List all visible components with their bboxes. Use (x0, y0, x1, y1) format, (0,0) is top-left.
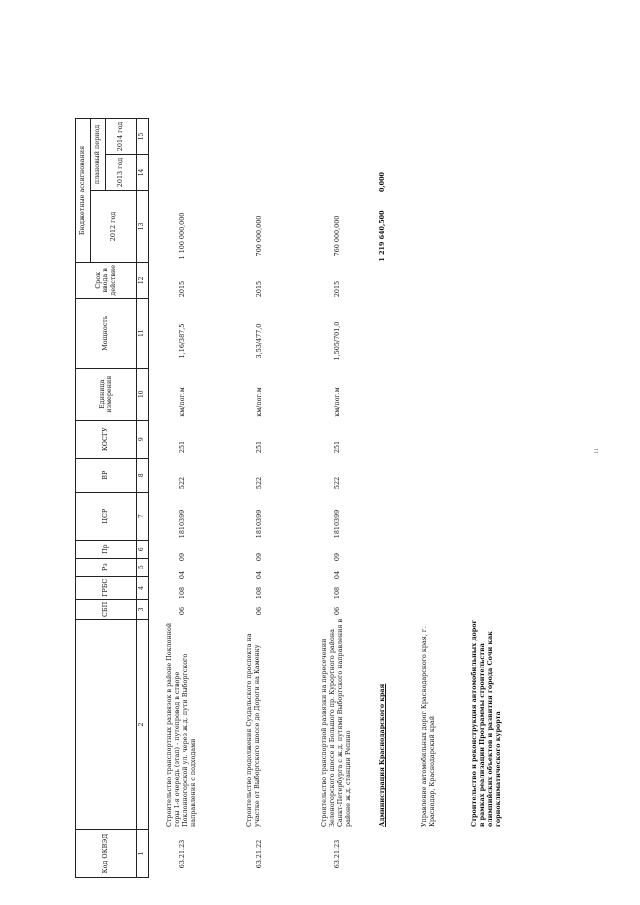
section-label: Администрация Краснодарского края (378, 683, 386, 827)
header-unit: Единица измерения (76, 368, 137, 420)
row-okved: 63.21.23 (178, 839, 186, 869)
colnum: 1 (137, 830, 149, 878)
colnum: 2 (137, 620, 149, 830)
colnum: 3 (137, 599, 149, 619)
page-number: 11 (594, 447, 600, 454)
row-csr: 1810399 (255, 509, 263, 539)
row-pr: 09 (333, 552, 341, 562)
header-vr: ВР (76, 458, 137, 492)
row-term: 2015 (178, 280, 186, 298)
header-csr: ЦСР (76, 492, 137, 540)
row-unit: км/пог.м (333, 387, 341, 417)
row-grbs: 108 (178, 586, 186, 600)
colnum: 8 (137, 458, 149, 492)
colnum: 5 (137, 558, 149, 576)
row-text: Строительство транспортных развязок в районе Поклонной горы 1-я очередь (этап) - путепровод в створе Поклонногорской ул. через ж.д. пути Выборгского направления с подходами (165, 622, 197, 827)
section-2013: 0,000 (378, 172, 386, 193)
header-power: Мощность (76, 298, 137, 368)
row-pr: 09 (178, 552, 186, 562)
row-sbp: 06 (255, 606, 263, 616)
header-kosgu: КОСГУ (76, 420, 137, 458)
row-grbs: 108 (255, 586, 263, 600)
row-rz: 04 (255, 570, 263, 580)
row-grbs: 108 (333, 586, 341, 600)
colnum: 9 (137, 420, 149, 458)
header-pr: Пр (76, 540, 137, 558)
header-okved: Код ОКВЭД (76, 830, 137, 878)
row-sbp: 06 (333, 606, 341, 616)
row-unit: км/пог.м (255, 387, 263, 417)
row-sbp: 06 (178, 606, 186, 616)
row-vr: 522 (178, 476, 186, 490)
colnum: 6 (137, 540, 149, 558)
header-2014: 2014 год (106, 118, 137, 154)
row-2012: 1 100 000,000 (178, 212, 186, 260)
row-kosgu: 251 (333, 440, 341, 454)
header-budget: Бюджетные ассигнования (76, 118, 91, 262)
header-rz: Рз (76, 558, 137, 576)
section-2012: 1 219 640,500 (378, 210, 386, 262)
program-label: Строительство и реконструкция автомобильных дорог в рамках реализации Программы строительства олимпийских объектов и развития города Сочи как горноклиматического курорта (470, 619, 502, 827)
colnum: 14 (137, 154, 149, 190)
colnum: 15 (137, 118, 149, 154)
header-sbp: СБП (76, 599, 137, 619)
row-csr: 1810399 (178, 509, 186, 539)
row-vr: 522 (333, 476, 341, 490)
header-planned: плановый период (91, 118, 106, 190)
row-power: 1,16/387,5 (178, 323, 186, 359)
header-term: Срок ввода в действие (76, 262, 137, 298)
header-grbs: ГРБС (76, 576, 137, 599)
row-power: 3,53/477,0 (255, 323, 263, 359)
row-kosgu: 251 (178, 440, 186, 454)
row-csr: 1810399 (333, 509, 341, 539)
row-kosgu: 251 (255, 440, 263, 454)
row-text: Строительство транспортной развязки на пересечении Зеленогорского шоссе и Большого пр. Курортного района Санкт-Петербурга с ж.д. путями Выборгского направления в районе ж.д. станции Репино (320, 618, 352, 827)
row-okved: 63.21.22 (255, 839, 263, 869)
row-term: 2015 (255, 280, 263, 298)
row-2012: 760 000,000 (333, 215, 341, 257)
row-term: 2015 (333, 280, 341, 298)
colnum: 7 (137, 492, 149, 540)
row-text: Строительство продолжения Суздальского проспекта на участке от Выборгского шоссе до Дороги на Каменку (245, 633, 261, 827)
colnum: 11 (137, 298, 149, 368)
colnum: 13 (137, 190, 149, 262)
header-2013: 2013 год (106, 154, 137, 190)
subsection-label: Управление автомобильных дорог Краснодарского края, г. Краснодар, Краснодарский край (420, 626, 436, 827)
row-okved: 63.21.23 (333, 839, 341, 869)
colnum: 12 (137, 262, 149, 298)
row-rz: 04 (178, 570, 186, 580)
colnum: 4 (137, 576, 149, 599)
row-vr: 522 (255, 476, 263, 490)
header-2012: 2012 год (91, 190, 137, 262)
row-power: 1,505/701,0 (333, 321, 341, 361)
row-unit: км/пог.м (178, 387, 186, 417)
row-rz: 04 (333, 570, 341, 580)
row-2012: 700 000,000 (255, 215, 263, 257)
colnum: 10 (137, 368, 149, 420)
row-pr: 09 (255, 552, 263, 562)
